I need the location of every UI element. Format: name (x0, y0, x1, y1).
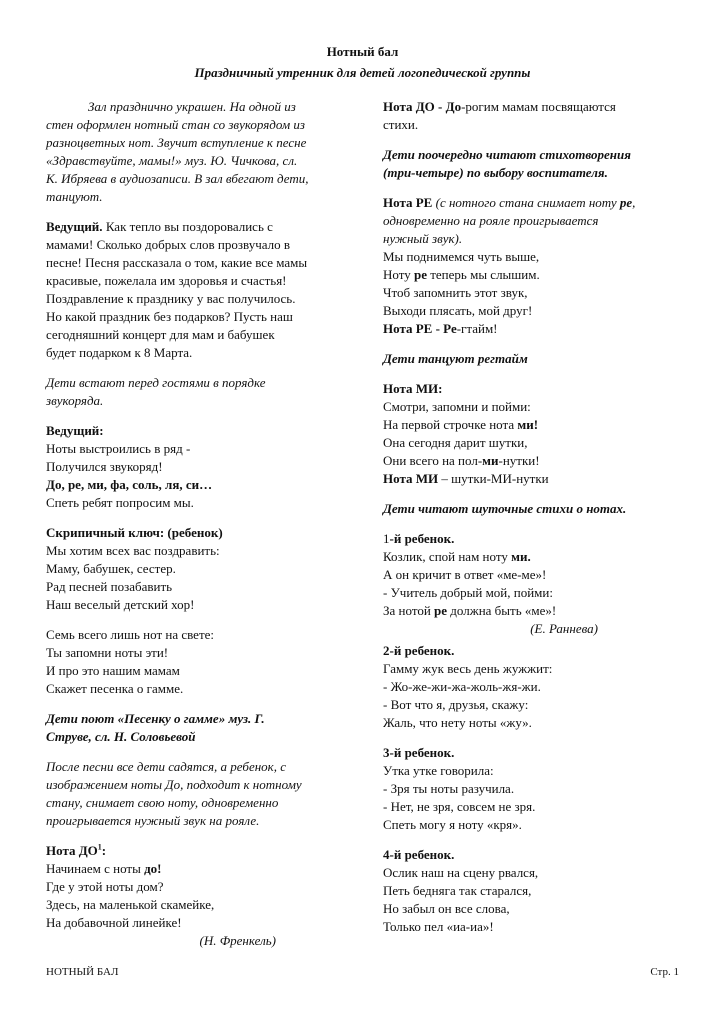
author-credit: (Е. Раннева) (530, 621, 598, 636)
direction-line: Дети поют «Песенку о гамме» муз. Г. (46, 711, 265, 726)
verse-bold: до (144, 861, 158, 876)
intro-paragraph (46, 98, 346, 206)
child-number: 1 (383, 531, 390, 546)
page-subtitle: Праздничный утренник для детей логопедической группы (194, 65, 531, 80)
verse-bold: ми! (517, 417, 539, 432)
child-3-speech (383, 744, 683, 834)
clef-speech-2 (46, 626, 346, 698)
verse-line: Здесь, на маленькой скамейке, (46, 897, 215, 912)
host-label: Ведущий. (46, 219, 103, 234)
right-column (383, 98, 683, 948)
verse-line: Где у этой ноты дом? (46, 879, 164, 894)
note-mi-speech (383, 380, 683, 488)
verse-text: За нотой (383, 603, 435, 618)
direction-bold: ре (619, 195, 633, 210)
dedication-line (383, 98, 683, 116)
verse-line: - Нет, не зря, совсем не зря. (383, 799, 536, 814)
host-line: песне! Песня рассказала о том, какие все мамы (46, 255, 308, 270)
host-speech-1 (46, 218, 346, 362)
direction-text: (с нотного стана снимает ноту (432, 195, 620, 210)
dedication-text: -рогим мамам посвящаются (461, 99, 616, 114)
direction-line: (три-четыре) по выбору воспитателя. (383, 165, 608, 180)
verse-line (383, 470, 683, 488)
child-2-speech (383, 642, 683, 732)
verse-line: Утка утке говорила: (383, 763, 494, 778)
note-do-label-text: Нота ДО (46, 843, 98, 858)
verse-text: Они всего на пол- (383, 453, 483, 468)
direction-line: нужный звук). (383, 231, 463, 246)
intro-line: танцуют. (46, 189, 103, 204)
verse-bold: ре (413, 267, 427, 282)
child-4-speech (383, 846, 683, 936)
verse-line (383, 266, 683, 284)
direction-line: После песни все дети садятся, а ребенок, с (46, 759, 287, 774)
verse-line (383, 602, 683, 620)
host-line: сегодняшний концерт для мам и бабушек (46, 327, 275, 342)
verse-bold: Нота РЕ - Ре (383, 321, 457, 336)
clef-label: Скрипичный ключ: (ребенок) (46, 525, 223, 540)
note-bold: До (445, 99, 462, 114)
verse-text: На первой строчке нота (383, 417, 518, 432)
child-1-speech (383, 530, 683, 638)
verse-text: Ноту (383, 267, 414, 282)
verse-bold: ми (482, 453, 499, 468)
verse-text: – шутки-МИ-нутки (438, 471, 549, 486)
verse-line: Скажет песенка о гамме. (46, 681, 184, 696)
verse-line: Ты запомни ноты эти! (46, 645, 169, 660)
intro-line: К. Ибряева в аудиозаписи. В зал вбегают дети, (46, 171, 309, 186)
verse-bold: ре (434, 603, 448, 618)
direction-text: , (632, 195, 636, 210)
verse-text: Начинаем с ноты (46, 861, 145, 876)
verse-line: Ослик наш на сцену рвался, (383, 865, 539, 880)
verse-line: - Вот что я, друзья, скажу: (383, 697, 529, 712)
verse-line: Мы хотим всех вас поздравить: (46, 543, 220, 558)
verse-text: Козлик, спой нам ноту (383, 549, 512, 564)
verse-line: И про это нашим мамам (46, 663, 180, 678)
direction-line: Дети поочередно читают стихотворения (383, 147, 631, 162)
child-label-text: -й ребенок. (389, 531, 455, 546)
intro-line: Зал празднично украшен. На одной из (88, 99, 296, 114)
host-line: мамами! Сколько добрых слов прозвучало в (46, 237, 290, 252)
direction-line: изображением ноты До, подходит к нотному (46, 777, 302, 792)
jokes-direction (383, 500, 683, 518)
verse-line: Смотри, запомни и пойми: (383, 399, 531, 414)
verse-line: Только пел «иа-иа»! (383, 919, 494, 934)
direction-line: Дети танцуют регтайм (383, 351, 528, 366)
note-mi-label: Нота МИ: (383, 381, 443, 396)
note-re-header (383, 194, 683, 212)
host-line: будет подарком к 8 Марта. (46, 345, 193, 360)
direction-line: Дети встают перед гостями в порядке (46, 375, 266, 390)
verse-text: -нутки! (498, 453, 540, 468)
note-re-label: Нота РЕ (383, 195, 433, 210)
verse-line: - Зря ты ноты разучила. (383, 781, 515, 796)
verse-line: Гамму жук весь день жужжит: (383, 661, 553, 676)
verse-line: Петь бедняга так старался, (383, 883, 532, 898)
intro-line: стен оформлен нотный стан со звукорядом из (46, 117, 305, 132)
note-do-dedication (383, 98, 683, 134)
host-line: красивые, пожелала им здоровья и счастья! (46, 273, 287, 288)
verse-line: Она сегодня дарит шутки, (383, 435, 528, 450)
verse-line: На добавочной линейке! (46, 915, 182, 930)
after-song-direction (46, 758, 346, 830)
footer-title: НОТНЫЙ БАЛ (46, 966, 119, 978)
verse-line: Спеть ребят попросим мы. (46, 495, 194, 510)
author-credit: (Н. Френкель) (199, 933, 276, 948)
note-label: Нота ДО - (383, 99, 446, 114)
verse-line (383, 548, 683, 566)
verse-line: А он кричит в ответ «ме-ме»! (383, 567, 547, 582)
verse-line: До, ре, ми, фа, соль, ля, си… (46, 477, 213, 492)
host-speech-2 (46, 422, 346, 512)
intro-line: «Здравствуйте, мамы!» муз. Ю. Чичкова, сл. (46, 153, 298, 168)
verse-line (383, 320, 683, 338)
direction-line: одновременно на рояле проигрывается (383, 213, 599, 228)
verse-line: Мы поднимемся чуть выше, (383, 249, 540, 264)
verse-text: должна быть «ме»! (447, 603, 557, 618)
child-label (383, 530, 683, 548)
left-column (46, 98, 346, 962)
verse-line (46, 860, 346, 878)
poems-direction (383, 146, 683, 182)
host-label: Ведущий: (46, 423, 104, 438)
dance-direction (383, 350, 683, 368)
host-line: Но какой праздник без подарков? Пусть наш (46, 309, 293, 324)
verse-line: Семь всего лишь нот на свете: (46, 627, 215, 642)
verse-bold: Нота МИ (383, 471, 439, 486)
direction-line: проигрывается нужный звук на рояле. (46, 813, 260, 828)
direction-line: Дети читают шуточные стихи о нотах. (383, 501, 627, 516)
verse-line (383, 416, 683, 434)
clef-speech (46, 524, 346, 614)
verse-line: Наш веселый детский хор! (46, 597, 195, 612)
direction-line: звукоряда. (46, 393, 104, 408)
note-do-colon: : (101, 843, 107, 858)
intro-line: разноцветных нот. Звучит вступление к песне (46, 135, 307, 150)
verse-text: -гтайм! (456, 321, 498, 336)
verse-line: Но забыл он все слова, (383, 901, 510, 916)
song-direction (46, 710, 346, 746)
host-text: Как тепло вы поздоровались с (102, 219, 273, 234)
footnote-marker: 1 (97, 842, 102, 852)
verse-line: Жаль, что нету ноты «жу». (383, 715, 532, 730)
host-line (46, 218, 346, 236)
page-title: Нотный бал (326, 44, 399, 59)
verse-bold: ми. (511, 549, 531, 564)
direction-line: стану, снимает свою ноту, одновременно (46, 795, 279, 810)
page-number: Стр. 1 (650, 966, 679, 978)
dedication-line: стихи. (383, 117, 419, 132)
verse-line: Чтоб запомнить этот звук, (383, 285, 528, 300)
note-re-speech (383, 194, 683, 338)
verse-line: Спеть могу я ноту «кря». (383, 817, 522, 832)
child-label: 4-й ребенок. (383, 847, 455, 862)
stage-direction-stand (46, 374, 346, 410)
note-do-speech (46, 842, 346, 950)
note-do-label (46, 842, 346, 860)
verse-line (383, 452, 683, 470)
verse-line: Рад песней позабавить (46, 579, 173, 594)
verse-line: Маму, бабушек, сестер. (46, 561, 176, 576)
child-label: 2-й ребенок. (383, 643, 455, 658)
verse-bold: ! (157, 861, 162, 876)
verse-line: - Жо-же-жи-жа-жоль-жя-жи. (383, 679, 541, 694)
verse-line: Получился звукоряд! (46, 459, 163, 474)
verse-line: - Учитель добрый мой, пойми: (383, 585, 553, 600)
direction-line: Струве, сл. Н. Соловьевой (46, 729, 196, 744)
verse-text: теперь мы слышим. (426, 267, 540, 282)
verse-line: Ноты выстроились в ряд - (46, 441, 191, 456)
host-line: Поздравление к празднику у вас получилось. (46, 291, 296, 306)
verse-line: Выходи плясать, мой друг! (383, 303, 533, 318)
child-label: 3-й ребенок. (383, 745, 455, 760)
